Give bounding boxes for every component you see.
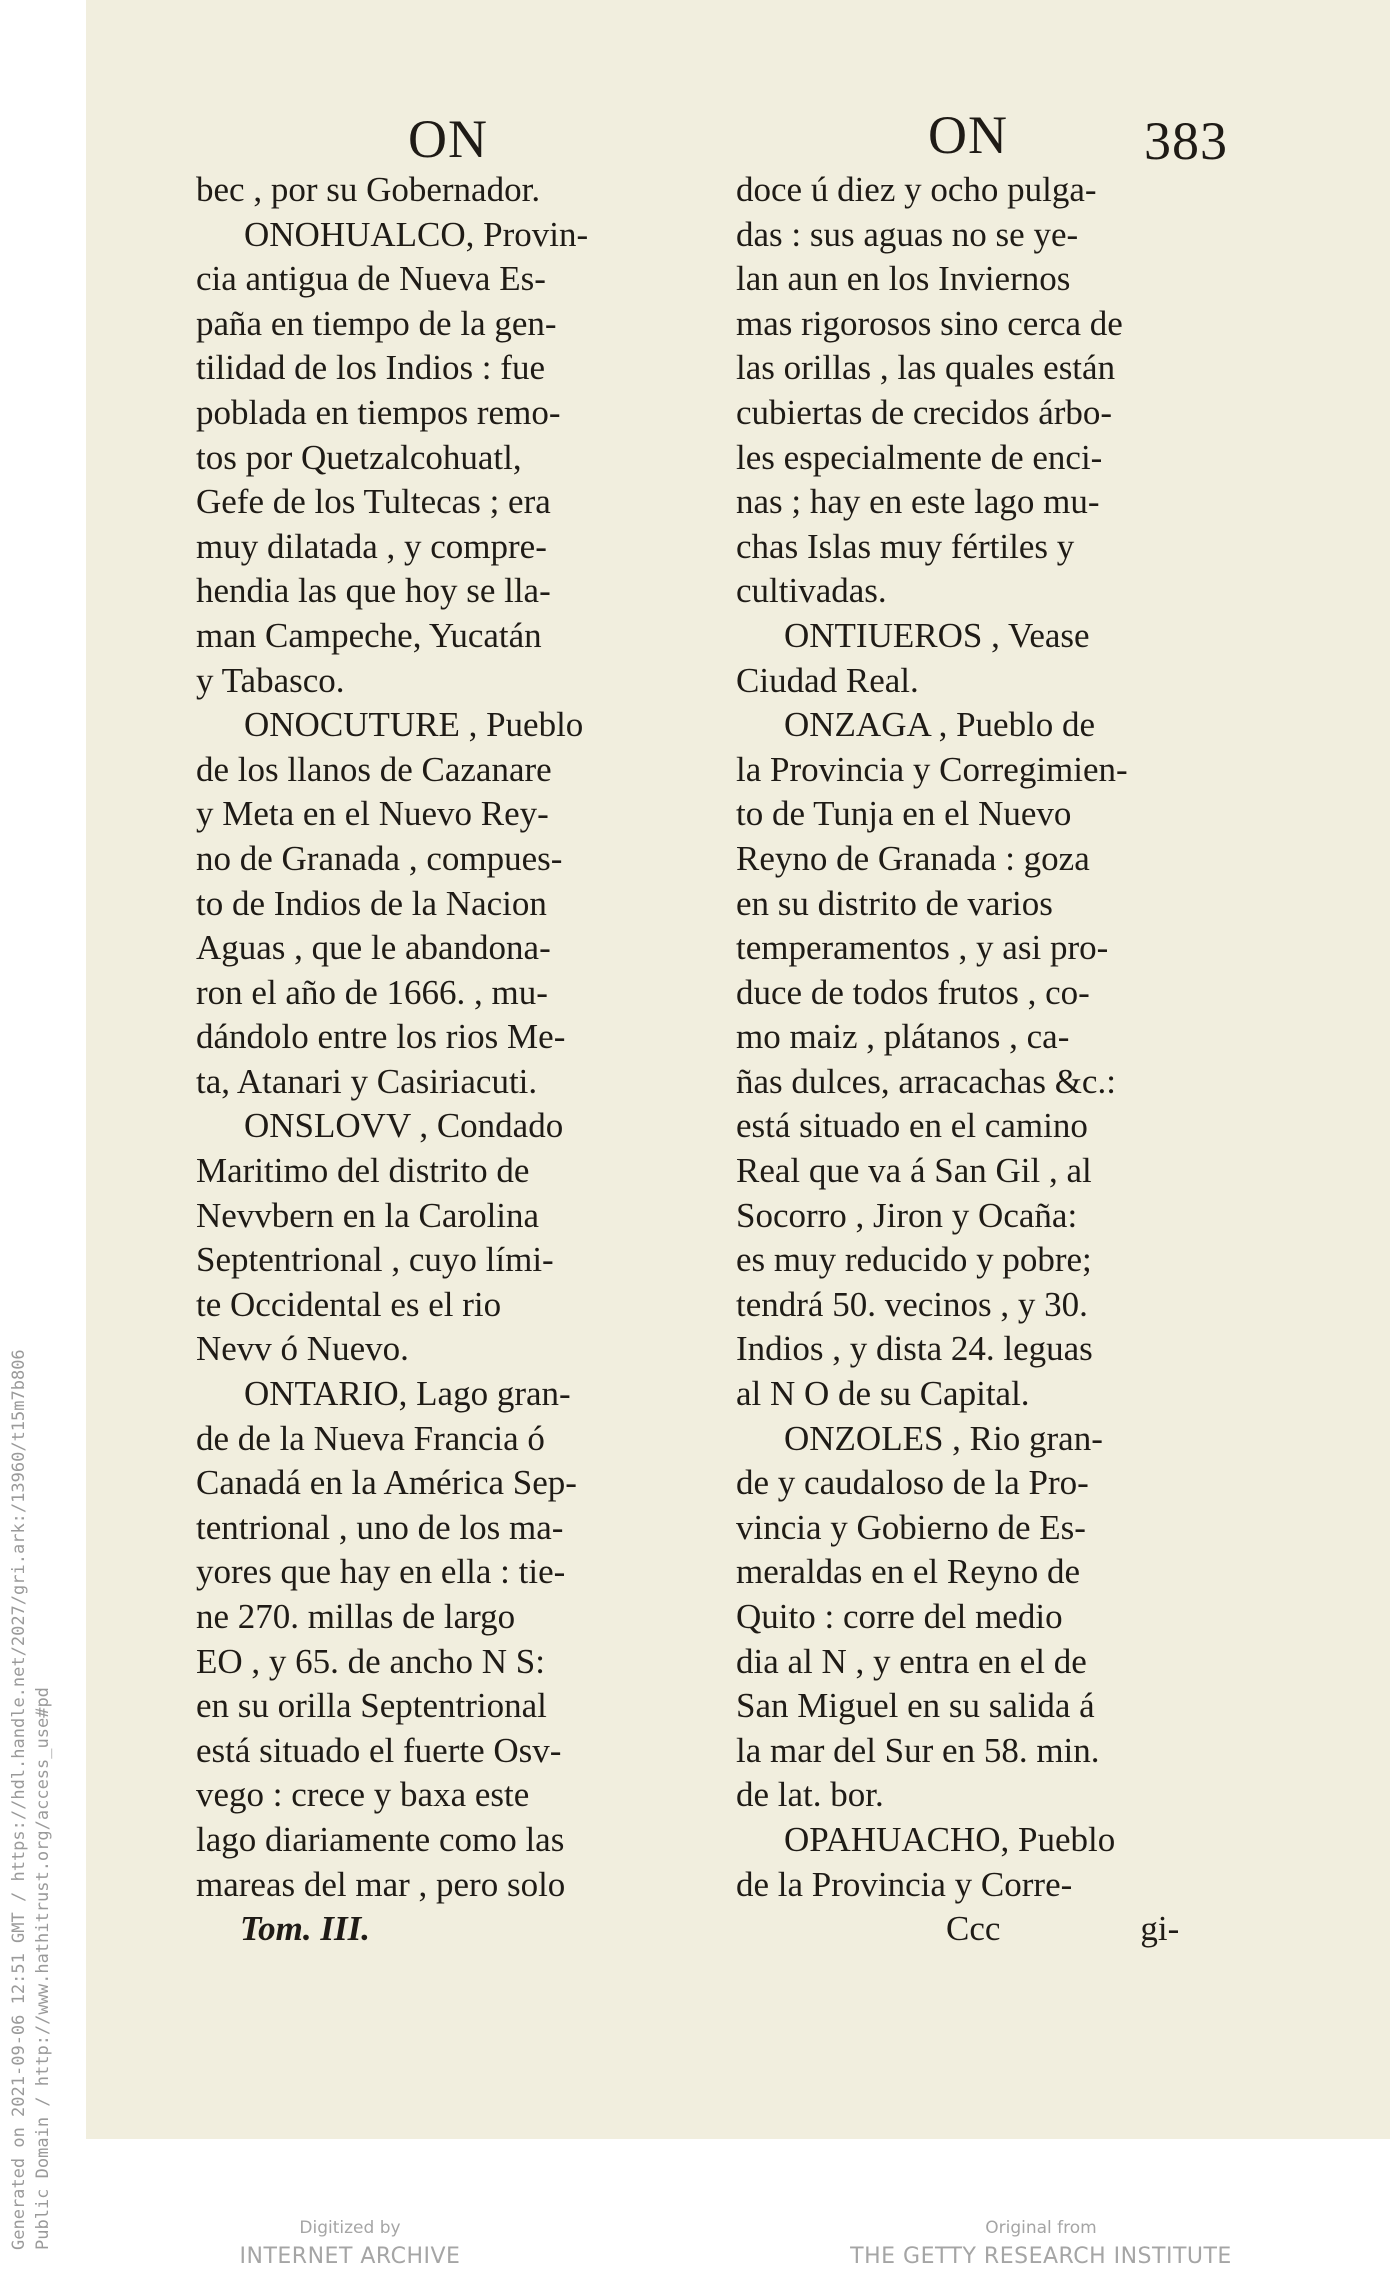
right-column-line: cubiertas de crecidos árbo-: [736, 392, 1113, 432]
running-head-left: ON: [408, 109, 488, 169]
stamp-line-1: Generated on 2021-09-06 12:51 GMT / https://hdl.handle.net/2027/gri.ark:/13960/t15m7b806: [9, 1349, 29, 2250]
left-column-line: ta, Atanari y Casiriacuti.: [196, 1061, 538, 1101]
left-column-line: tentrional , uno de los ma-: [196, 1507, 564, 1547]
left-column-line: en su orilla Septentrional: [196, 1686, 547, 1726]
left-column-line: vego : crece y baxa este: [196, 1775, 530, 1815]
right-column-line: to de Tunja en el Nuevo: [736, 794, 1072, 834]
right-column-line: das : sus aguas no se ye-: [736, 214, 1079, 254]
left-column-line: hendia las que hoy se lla-: [196, 571, 551, 611]
right-column-line: Ccc gi-: [946, 1909, 1180, 1949]
left-column-line: Maritimo del distrito de: [196, 1151, 530, 1191]
right-column-line: duce de todos frutos , co-: [736, 972, 1090, 1012]
right-column-line: Real que va á San Gil , al: [736, 1151, 1092, 1191]
left-column-line: bec , por su Gobernador.: [196, 170, 541, 209]
left-column-line: y Meta en el Nuevo Rey-: [196, 794, 549, 834]
left-text-column: [196, 168, 696, 1952]
right-column-line: vincia y Gobierno de Es-: [736, 1507, 1086, 1547]
left-column-line: to de Indios de la Nacion: [196, 883, 547, 923]
footer-getty: THE GETTY RESEARCH INSTITUTE: [850, 2244, 1232, 2269]
left-column-line: de los llanos de Cazanare: [196, 749, 552, 789]
footer-digitized-by: [220, 2218, 480, 2269]
left-column-line: muy dilatada , y compre-: [196, 526, 547, 566]
left-column-line: Gefe de los Tultecas ; era: [196, 482, 551, 522]
left-column-line: está situado el fuerte Osv-: [196, 1730, 562, 1770]
left-column-line: ONSLOVV , Condado: [244, 1106, 564, 1146]
footer-digitized-label: Digitized by: [299, 2218, 401, 2238]
right-column-line: la Provincia y Corregimien-: [736, 749, 1128, 789]
right-column-line: doce ú diez y ocho pulga-: [736, 170, 1097, 209]
left-column-line: poblada en tiempos remo-: [196, 392, 561, 432]
left-column-line: Canadá en la América Sep-: [196, 1463, 577, 1503]
right-column-line: les especialmente de enci-: [736, 437, 1103, 477]
footer-internet-archive: INTERNET ARCHIVE: [239, 2244, 461, 2269]
left-column-line: cia antigua de Nueva Es-: [196, 259, 546, 299]
left-column-line: tos por Quetzalcohuatl,: [196, 437, 522, 477]
left-column-line: Septentrional , cuyo lími-: [196, 1240, 554, 1280]
right-column-line: las orillas , las quales están: [736, 348, 1116, 388]
left-column-line: mareas del mar , pero solo: [196, 1864, 566, 1904]
right-column-line: ONTIUEROS , Vease: [784, 615, 1090, 655]
right-column-line: Socorro , Jiron y Ocaña:: [736, 1195, 1078, 1235]
left-column-line: EO , y 65. de ancho N S:: [196, 1641, 545, 1681]
right-column-line: nas ; hay en este lago mu-: [736, 482, 1100, 522]
left-column-line: man Campeche, Yucatán: [196, 615, 542, 655]
left-column-line: ONOCUTURE , Pueblo: [244, 705, 584, 745]
right-column-line: mo maiz , plátanos , ca-: [736, 1017, 1070, 1057]
left-column-line: tilidad de los Indios : fue: [196, 348, 545, 388]
hathitrust-generation-stamp: [2, 1160, 62, 2260]
footer-original-from: [846, 2218, 1236, 2269]
stamp-line-2: Public Domain / http://www.hathitrust.org/access_use#pd: [33, 1687, 53, 2250]
left-column-line: y Tabasco.: [196, 660, 345, 700]
right-column-line: dia al N , y entra en el de: [736, 1641, 1087, 1681]
right-column-line: de y caudaloso de la Pro-: [736, 1463, 1089, 1503]
left-column-line: dándolo entre los rios Me-: [196, 1017, 566, 1057]
stamp-svg: [2, 1160, 62, 2260]
right-column-line: ONZAGA , Pueblo de: [784, 705, 1096, 745]
right-column-line: chas Islas muy fértiles y: [736, 526, 1075, 566]
left-column-line: ONOHUALCO, Provin-: [244, 214, 589, 254]
left-column-line: Nevv ó Nuevo.: [196, 1329, 409, 1369]
right-column-line: de la Provincia y Corre-: [736, 1864, 1073, 1904]
right-column-line: en su distrito de varios: [736, 883, 1053, 923]
right-column-line: San Miguel en su salida á: [736, 1686, 1095, 1726]
right-column-line: ñas dulces, arracachas &c.:: [736, 1061, 1116, 1101]
left-column-line: de de la Nueva Francia ó: [196, 1418, 545, 1458]
right-column-line: al N O de su Capital.: [736, 1374, 1030, 1414]
left-column-line: Tom. III.: [240, 1909, 371, 1949]
footer-original-label: Original from: [985, 2218, 1097, 2238]
left-column-line: ONTARIO, Lago gran-: [244, 1374, 571, 1414]
right-column-line: es muy reducido y pobre;: [736, 1240, 1092, 1280]
left-column-line: Aguas , que le abandona-: [196, 928, 551, 968]
right-column-line: Indios , y dista 24. leguas: [736, 1329, 1093, 1369]
left-column-line: yores que hay en ella : tie-: [196, 1552, 566, 1592]
running-head-right: ON: [928, 105, 1008, 165]
right-column-line: cultivadas.: [736, 571, 887, 611]
right-column-line: tendrá 50. vecinos , y 30.: [736, 1284, 1088, 1324]
right-column-line: temperamentos , y asi pro-: [736, 928, 1109, 968]
left-column-line: paña en tiempo de la gen-: [196, 303, 557, 343]
left-column-line: lago diariamente como las: [196, 1819, 565, 1859]
right-column-line: ONZOLES , Rio gran-: [784, 1418, 1103, 1458]
right-column-line: mas rigorosos sino cerca de: [736, 303, 1123, 343]
left-column-line: ne 270. millas de largo: [196, 1597, 516, 1636]
right-column-line: OPAHUACHO, Pueblo: [784, 1819, 1116, 1859]
right-text-column: [736, 168, 1236, 1952]
right-column-line: Quito : corre del medio: [736, 1597, 1063, 1636]
left-column-line: no de Granada , compues-: [196, 838, 563, 878]
right-column-line: la mar del Sur en 58. min.: [736, 1730, 1100, 1770]
right-column-line: de lat. bor.: [736, 1775, 884, 1815]
page-number: 383: [1144, 111, 1228, 171]
left-column-line: ron el año de 1666. , mu-: [196, 972, 548, 1012]
left-column-line: te Occidental es el rio: [196, 1284, 502, 1324]
right-column-line: lan aun en los Inviernos: [736, 259, 1071, 299]
left-column-line: Nevvbern en la Carolina: [196, 1195, 540, 1235]
right-column-line: meraldas en el Reyno de: [736, 1552, 1081, 1592]
right-column-line: está situado en el camino: [736, 1106, 1088, 1146]
right-column-line: Ciudad Real.: [736, 660, 919, 700]
right-column-line: Reyno de Granada : goza: [736, 838, 1090, 878]
